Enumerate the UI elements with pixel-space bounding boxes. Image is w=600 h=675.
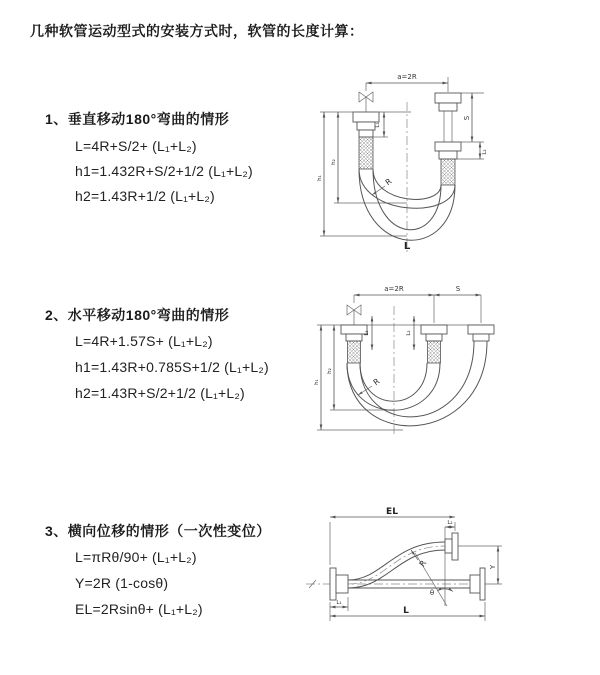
braid-section [428,341,441,363]
dimension-l1-label: L₁ [375,122,381,128]
braid-section [348,341,361,363]
dimension-l1-label: L₁ [336,600,342,606]
dimension-s-label: S [455,285,461,293]
braid-section [359,137,373,169]
section-3-heading: 3、横向位移的情形（一次性变位） [45,523,271,539]
section-1-heading: 1、垂直移动180°弯曲的情形 [45,111,230,127]
section-2-formula-h2: h2=1.43R+S/2+1/2 (L₁+L₂) [75,385,245,401]
left-flange [330,568,348,600]
length-label: L [403,241,411,252]
theta-label: θ [429,589,435,597]
dimension-h1-label: h₁ [314,379,320,385]
radius-label: R [371,376,382,388]
left-fitting [353,112,379,169]
dimension-a2r-label: a=2R [397,73,417,81]
right-flange [470,568,485,600]
dimension-s-label: S [463,115,471,121]
diagram-lateral-displacement [298,503,598,643]
upper-flange [445,533,458,560]
displaced-hose [348,542,445,588]
section-2-formula-L: L=4R+1.57S+ (L₁+L₂) [75,333,213,349]
right-fitting [435,93,461,185]
radius-label: R [383,176,394,188]
dimension-h2-label: h₂ [327,368,333,374]
dimension-l2-label: L₂ [447,520,453,526]
dimension-y-label: Y [489,564,497,570]
section-1-formula-h1: h1=1.432R+S/2+1/2 (L₁+L₂) [75,163,253,179]
page-title: 几种软管运动型式的安装方式时，软管的长度计算： [30,23,364,39]
dimension-l2-label: L₂ [406,330,412,336]
section-3-formula-Y: Y=2R (1-cosθ) [75,575,169,591]
dimension-l1-label: L₁ [364,330,370,336]
dimension-l2-label: L₂ [482,149,488,155]
diagram-vertical-180-bend [308,66,598,258]
radius-label: R [417,558,429,569]
hose-curves [347,341,487,426]
braid-section [441,159,455,185]
dimension-a2r-label: a=2R [384,285,404,293]
section-2-formula-h1: h1=1.43R+0.785S+1/2 (L₁+L₂) [75,359,269,375]
moved-fitting [468,325,494,341]
section-1-formula-h2: h2=1.43R+1/2 (L₁+L₂) [75,188,215,204]
dimension-h2-label: h₂ [331,159,337,165]
section-3-formula-L: L=πRθ/90+ (L₁+L₂) [75,549,197,565]
diagram-horizontal-180-bend [308,276,600,446]
middle-fitting [421,325,447,363]
section-1-formula-L: L=4R+S/2+ (L₁+L₂) [75,138,197,154]
valve-icon [347,305,361,325]
section-2-heading: 2、水平移动180°弯曲的情形 [45,307,230,323]
valve-icon [359,92,373,112]
dimension-h1-label: h₁ [317,175,323,181]
section-3-formula-EL: EL=2Rsinθ+ (L₁+L₂) [75,601,203,617]
dimension-el-label: EL [386,507,398,517]
dimension-l-label: L [403,606,409,616]
